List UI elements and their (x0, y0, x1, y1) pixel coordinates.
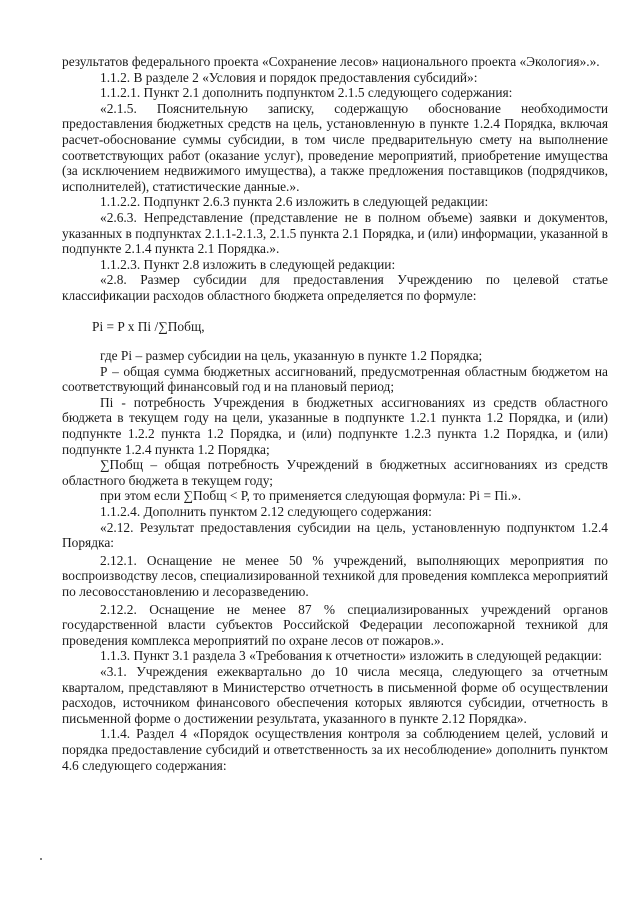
paragraph-1-1-3: 1.1.3. Пункт 3.1 раздела 3 «Требования к отчетности» изложить в следующей редакции: (100, 648, 602, 664)
scan-speck (40, 858, 42, 860)
paragraph-sum-need: ∑Побщ – общая потребность Учреждений в бюджетных ассигнованиях из средств областного бюджета в текущем году; (62, 457, 608, 488)
paragraph-pi-need: Пi - потребность Учреждения в бюджетных ассигнованиях из средств областного бюджета в текущем году на цели, указанные в подпункте 1.2.1 пункта 1.2 Порядка, и (или) подпункте 1.2.2 пункта 1.2 Порядка, и (или) подпункте 1.2.3 пункта 1.2 Порядка, и (или) подпункте 1.2.4 пункта 1.2 Порядка; (62, 394, 608, 457)
paragraph-2-12-1: 2.12.1. Оснащение не менее 50 % учреждений, выполняющих мероприятия по воспроизводству лесов, специализированной техникой для проведения комплекса мероприятий по лесовосстановлению и лесоразведению. (62, 552, 608, 599)
formula: Pi = P x Пi /∑Побщ, (92, 318, 205, 334)
paragraph-1-1-4: 1.1.4. Раздел 4 «Порядок осуществления контроля за соблюдением целей, условий и порядка предоставление субсидий и ответственность за их несоблюдение» дополнить пунктом 4.6 следующего содержания: (62, 726, 608, 773)
paragraph-1-1-2-2: 1.1.2.2. Подпункт 2.6.3 пункта 2.6 изложить в следующей редакции: (100, 194, 489, 210)
paragraph-1-1-2-3: 1.1.2.3. Пункт 2.8 изложить в следующей редакции: (100, 256, 396, 272)
paragraph-condition: при этом если ∑Побщ < Р, то применяется следующая формула: Pi = Пi.». (100, 488, 522, 504)
paragraph-intro: результатов федерального проекта «Сохранение лесов» национального проекта «Экология».». (62, 54, 600, 69)
paragraph-where-pi: где Pi – размер субсидии на цель, указанную в пункте 1.2 Порядка; (100, 348, 483, 364)
paragraph-3-1: «3.1. Учреждения ежеквартально до 10 числа месяца, следующего за отчетным кварталом, представляют в Министерство отчетность в письменной форме об осуществлении расходов, источником финансового обеспечения которых являются субсидии, отчетность в письменной форме о достижении результата, указанного в пункте 2.12 Порядка». (62, 663, 608, 726)
paragraph-2-8: «2.8. Размер субсидии для предоставления Учреждению по целевой статье классификации расходов областного бюджета определяется по формуле: (62, 272, 608, 303)
paragraph-2-1-5: «2.1.5. Пояснительную записку, содержащую обоснование необходимости предоставления бюджетных средств на цель, установленную в пункте 1.2.4 Порядка, включая расчет-обоснование суммы субсидии, в том числе предварительную смету на выполнение соответствующих работ (оказание услуг), проведение мероприятий, приобретение имущества (за исключением недвижимого имущества), а также предложения поставщиков (подрядчиков, исполнителей), статистические данные.». (62, 100, 608, 194)
paragraph-2-6-3: «2.6.3. Непредставление (представление не в полном объеме) заявки и документов, указанных в подпунктах 2.1.1-2.1.3, 2.1.5 пункта 2.1 Порядка, и (или) информации, указанной в подпункте 2.1.4 пункта 2.1 Порядка.». (62, 209, 608, 257)
paragraph-2-12: «2.12. Результат предоставления субсидии на цель, установленную подпунктом 1.2.4 Порядка: (62, 519, 608, 551)
paragraph-1-1-2-1: 1.1.2.1. Пункт 2.1 дополнить подпунктом 2.1.5 следующего содержания: (100, 85, 513, 101)
paragraph-p-total: Р – общая сумма бюджетных ассигнований, предусмотренная областным бюджетом на соответствующий финансовый год и на плановый период; (62, 363, 608, 395)
paragraph-1-1-2: 1.1.2. В разделе 2 «Условия и порядок предоставления субсидий»: (100, 69, 478, 85)
paragraph-1-1-2-4: 1.1.2.4. Дополнить пунктом 2.12 следующего содержания: (100, 504, 432, 520)
paragraph-2-12-2: 2.12.2. Оснащение не менее 87 % специализированных учреждений органов государственной власти субъектов Российской Федерации лесопожарной техникой для проведения комплекса мероприятий по охране лесов от пожаров.». (62, 601, 608, 648)
